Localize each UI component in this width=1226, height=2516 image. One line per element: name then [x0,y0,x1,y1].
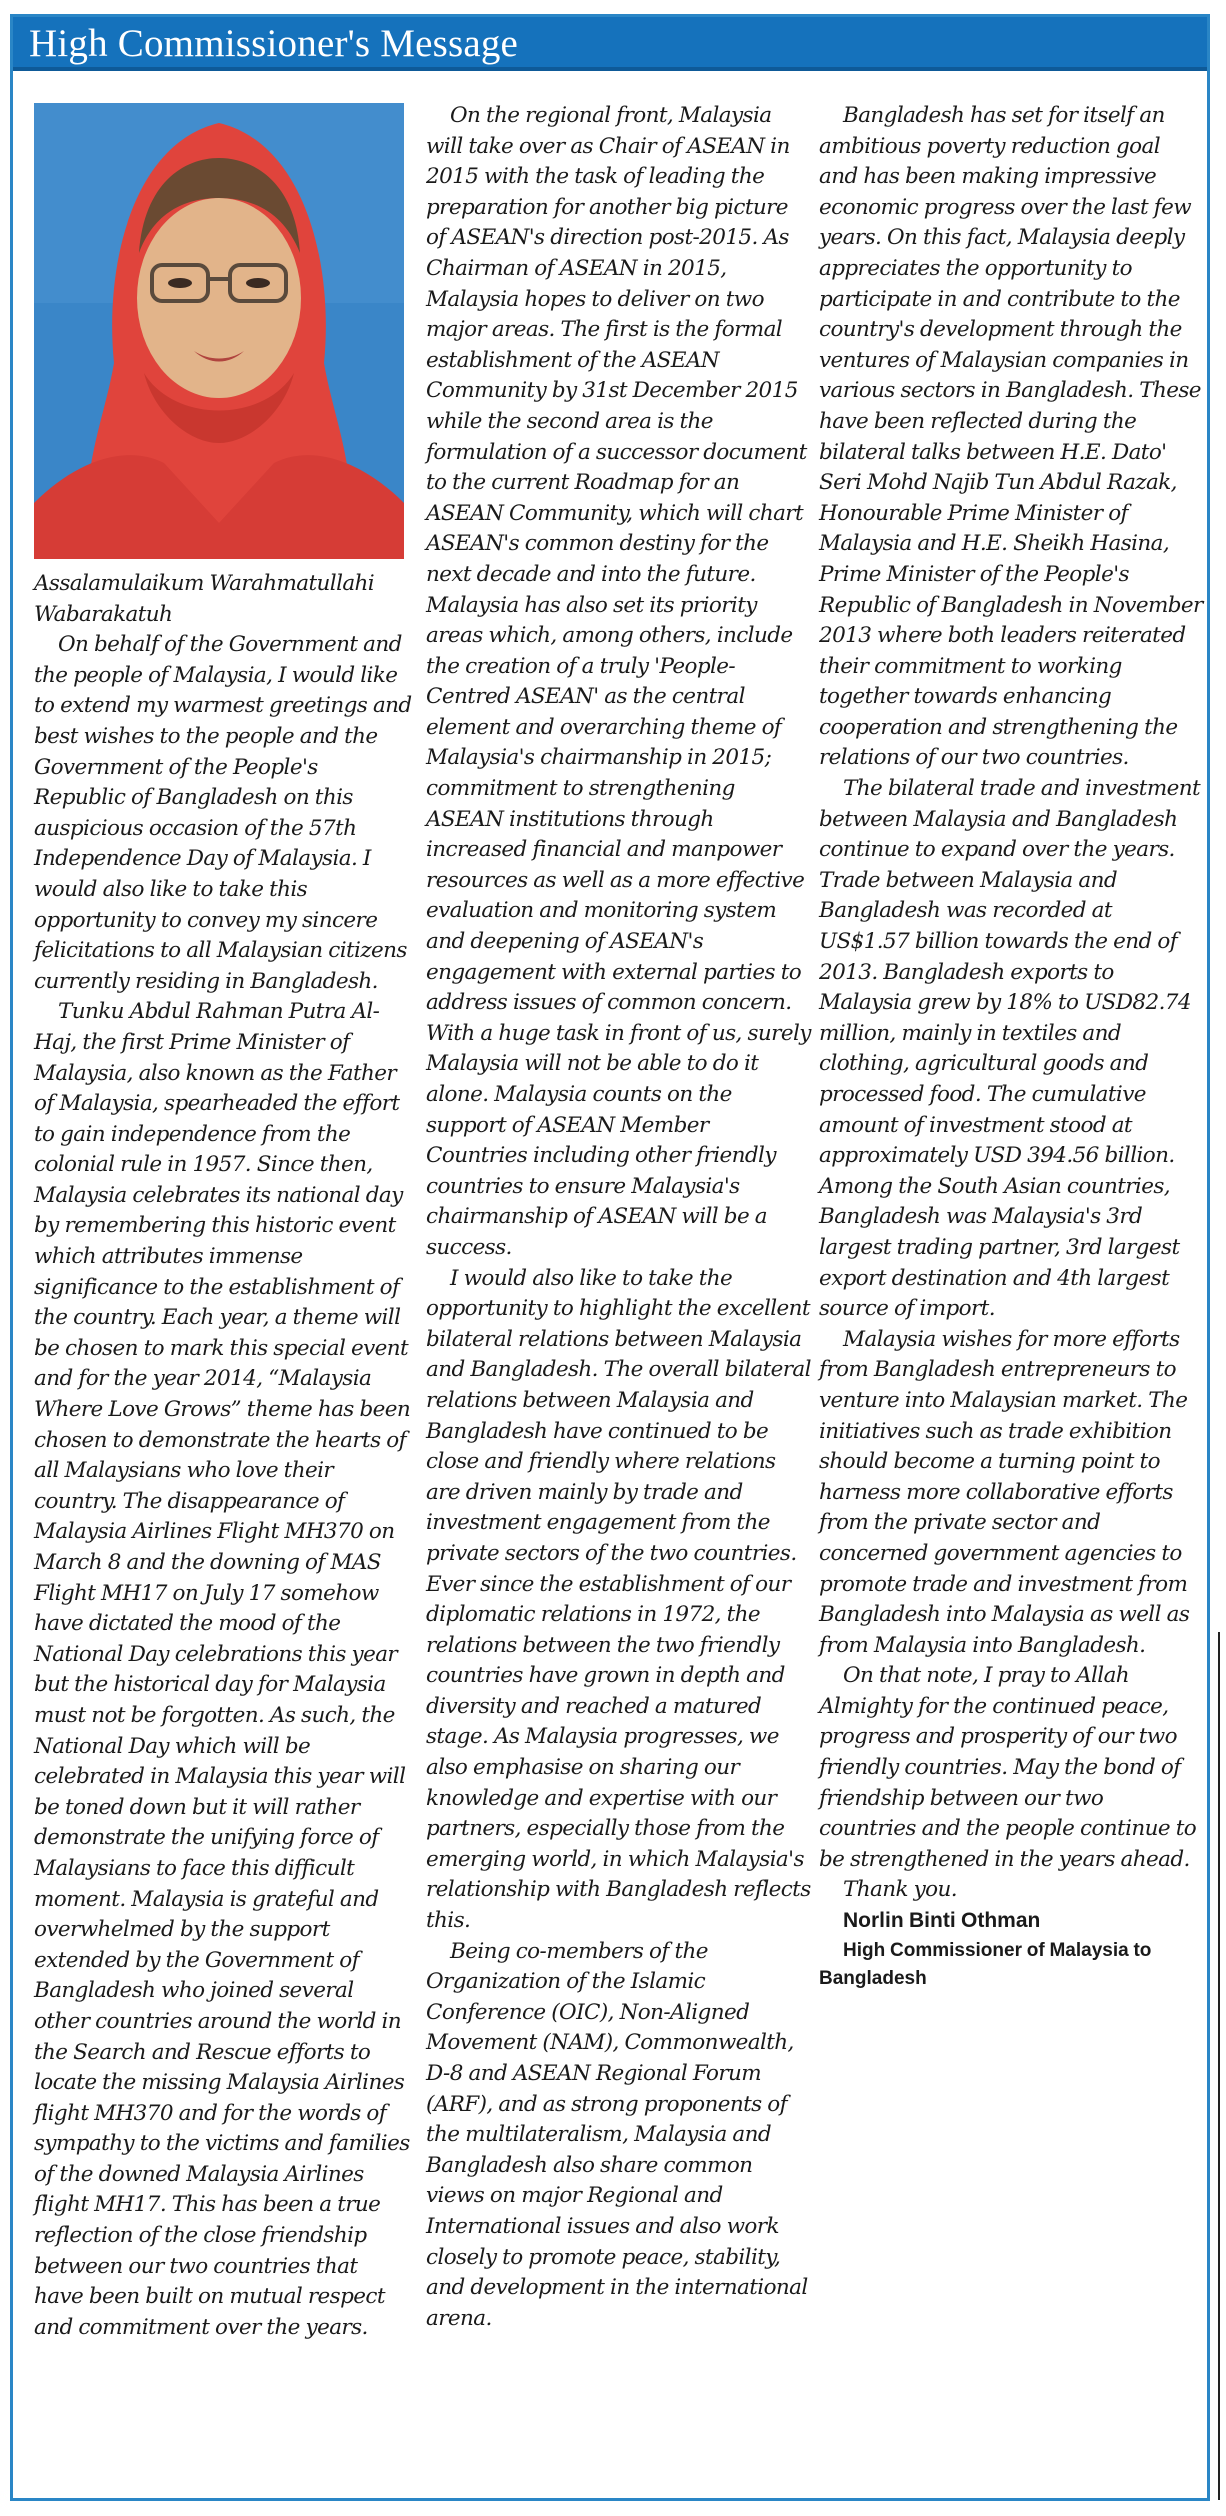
paragraph: Malaysia wishes for more efforts from Bangladesh entrepreneurs to venture into Malaysian market. The initiatives such as trade exhibition should become a turning point to harness more collaborative efforts from the private sector and concerned government agencies to promote trade and investment from Bangladesh into Malaysia as well as from Malaysia into Bangladesh. [819,1326,1190,1658]
paragraph: I would also like to take the opportunity to highlight the excellent bilateral relations between Malaysia and Bangladesh. The overall bilateral relations between Malaysia and Bangladesh have continued to be close and friendly where relations are driven mainly by trade and investment engagement from the private sectors of the two countries. Ever since the establishment of our diplomatic relations in 1972, the relations between the two friendly countries have grown in depth and diversity and reached a matured stage. As Malaysia progresses, we also emphasise on sharing our knowledge and expertise with our partners, especially those from the emerging world, in which Malaysia's relationship with Bangladesh reflects this. [426,1265,811,1934]
page-title: High Commissioner's Message [29,22,519,65]
header-bar [13,17,1207,71]
article-frame [10,14,1210,2501]
paragraph-text: Tunku Abdul Rahman Putra Al-Haj, the first Prime Minister of Malaysia, also known as the Father of Malaysia, spearheaded the effort to gain independence from the colonial rule in 1957. Since then, Malaysia celebrates its national day by remembering this historic event which attributes immense significance to the establishment of the country. Each year, a theme will be chosen to mark this special event and for the year 2014, “Malaysia Where Love Grows” theme has been chosen to demonstrate the hearts of all Malaysians who love their country. The disappearance of Malaysia Airlines Flight MH370 on March 8 and the downing of MAS Flight MH17 on July 17 somehow have dictated the mood of the National Day celebrations this year but the historical day for Malaysia must not be forgotten. As such, the National Day which will be celebrated in Malaysia this year will be toned down but it will rather demonstrate the unifying force of Malaysians to face this difficult moment. Malaysia is grateful and overwhelmed by the support extended by the Government of Bangladesh who joined several other countries around the world in the Search and Rescue efforts to locate the missing Malaysia Airlines flight MH370 and for the words of sympathy to the victims and families of the downed Malaysia Airlines flight MH17. This has been a true reflection of the close friendship between our two countries that have been built on mutual respect and commitment over the years. [34,999,411,2340]
paragraph: The bilateral trade and investment between Malaysia and Bangladesh continue to expand over the years. Trade between Malaysia and Bangladesh was recorded at US$1.57 billion towards the end of 2013. Bangladesh exports to Malaysia grew by 18% to USD82.74 million, mainly in textiles and clothing, agricultural goods and processed food. The cumulative amount of investment stood at approximately USD 394.56 billion. Among the South Asian countries, Bangladesh was Malaysia's 3rd largest trading partner, 3rd largest export destination and 4th largest source of import. [819,776,1201,1322]
column-1 [34,569,412,2343]
closing: Thank you. [843,1877,957,1903]
paragraph: On behalf of the Government and the people of Malaysia, I would like to extend my warmest greetings and best wishes to the people and the Government of the People's Republic of Bangladesh on this auspicious occasion of the 57th Independence Day of Malaysia. I would also like to take this opportunity to convey my sincere felicitations to all Malaysian citizens currently residing in Bangladesh. [34,632,412,994]
portrait-photo [34,103,404,559]
paragraph: On that note, I pray to Allah Almighty for the continued peace, progress and prosperity of our two friendly countries. May the bond of friendship between our two countries and the people continue to be strengthened in the years ahead. [819,1663,1197,1872]
column-rule [1218,1632,1220,2500]
signature-title: High Commissioner of Malaysia to Bangladesh [819,1939,1152,1989]
paragraph [34,997,412,2343]
paragraph: Bangladesh has set for itself an ambitious poverty reduction goal and has been making impressive economic progress over the last few years. On this fact, Malaysia deeply appreciates the opportunity to participate in and contribute to the country's development through the ventures of Malaysian companies in various sectors in Bangladesh. These have been reflected during the bilateral talks between H.E. Dato' Seri Mohd Najib Tun Abdul Razak, Honourable Prime Minister of Malaysia and H.E. Sheikh Hasina, Prime Minister of the People's Republic of Bangladesh in November 2013 where both leaders reiterated their commitment to working together towards enhancing cooperation and strengthening the relations of our two countries. [819,103,1203,771]
paragraph: On the regional front, Malaysia will take over as Chair of ASEAN in 2015 with the task of leading the preparation for another big picture of ASEAN's direction post-2015. As Chairman of ASEAN in 2015, Malaysia hopes to deliver on two major areas. The first is the formal establishment of the ASEAN Community by 31st December 2015 while the second area is the formulation of a successor document to the current Roadmap for an ASEAN Community, which will chart ASEAN's common destiny for the next decade and into the future. Malaysia has also set its priority areas which, among others, include the creation of a truly 'People-Centred ASEAN' as the central element and overarching theme of Malaysia's chairmanship in 2015; commitment to strengthening ASEAN institutions through increased financial and manpower resources as well as a more effective evaluation and monitoring system and deepening of ASEAN's engagement with external parties to address issues of common concern. With a huge task in front of us, surely Malaysia will not be able to do it alone. Malaysia counts on the support of ASEAN Member Countries including other friendly countries to ensure Malaysia's chairmanship of ASEAN will be a success. [426,103,811,1260]
signature-name: Norlin Binti Othman [843,1909,1041,1933]
paragraph: Being co-members of the Organization of the Islamic Conference (OIC), Non-Aligned Movement (NAM), Commonwealth, D-8 and ASEAN Regional Forum (ARF), and as strong proponents of the multilateralism, Malaysia and Bangladesh also share common views on major Regional and International issues and also work closely to promote peace, stability, and development in the international arena. [426,1938,808,2331]
greeting: Assalamulaikum Warahmatullahi Wabarakatuh [34,571,375,627]
portrait-illustration [34,103,404,559]
column-3 [819,101,1203,1993]
column-2 [426,101,812,2334]
